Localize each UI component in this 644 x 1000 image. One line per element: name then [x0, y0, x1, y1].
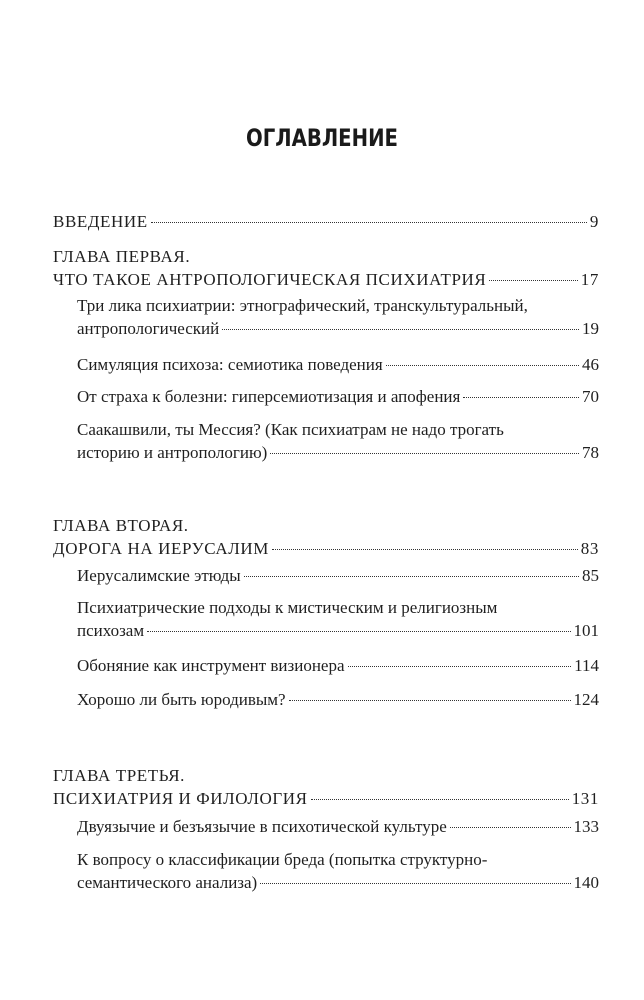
- section-title-line: От страха к болезни: гиперсемиотизация и апофения: [77, 387, 461, 406]
- toc-page-number: 133: [573, 817, 599, 836]
- chapter-title: ДОРОГА НА ИЕРУСАЛИМ: [53, 539, 269, 558]
- toc-section-1-1[interactable]: [53, 294, 599, 340]
- toc-intro: [53, 210, 599, 233]
- toc-page-number: 131: [571, 789, 599, 808]
- dot-leader: [489, 280, 577, 281]
- toc-section-2-2[interactable]: [53, 596, 599, 642]
- dot-leader: [348, 666, 572, 667]
- toc-page-number: 17: [580, 270, 599, 289]
- section-title-line: Иерусалимские этюды: [77, 566, 241, 585]
- toc-chapter-1: [53, 245, 599, 291]
- toc-page-number: 140: [573, 873, 599, 892]
- toc-section-1-3[interactable]: [53, 385, 599, 408]
- dot-leader: [272, 549, 578, 550]
- dot-leader: [260, 883, 570, 884]
- section-title-line: Обоняние как инструмент визионера: [77, 656, 345, 675]
- dot-leader: [244, 576, 579, 577]
- toc-chapter-2: [53, 514, 599, 560]
- section-title-line: Три лика психиатрии: этнографический, транскультуральный,: [77, 296, 528, 315]
- toc-entry-label: ВВЕДЕНИЕ: [53, 212, 148, 231]
- toc-section-3-1[interactable]: [53, 815, 599, 838]
- section-title-line: Двуязычие и безъязычие в психотической культуре: [77, 817, 447, 836]
- dot-leader: [450, 827, 571, 828]
- toc-section-2-3[interactable]: [53, 654, 599, 677]
- toc-page-number: 46: [582, 355, 599, 374]
- toc-page-number: 9: [589, 212, 599, 231]
- section-title-line: Хорошо ли быть юродивым?: [77, 690, 286, 709]
- toc-entry-chapter-3[interactable]: [53, 787, 599, 810]
- toc-section-1-4[interactable]: [53, 418, 599, 464]
- toc-section-2-4[interactable]: [53, 688, 599, 711]
- page-title: ОГЛАВЛЕНИЕ: [245, 124, 399, 152]
- dot-leader: [289, 700, 571, 701]
- dot-leader: [311, 799, 569, 800]
- dot-leader: [270, 453, 579, 454]
- section-title-line: семантического анализа): [77, 873, 258, 892]
- section-title-line: Саакашвили, ты Мессия? (Как психиатрам не надо трогать: [77, 420, 504, 439]
- dot-leader: [222, 329, 579, 330]
- toc-chapter-3: [53, 764, 599, 810]
- section-title-line: Психиатрические подходы к мистическим и религиозным: [77, 598, 498, 617]
- chapter-heading: ГЛАВА ПЕРВАЯ.: [53, 247, 191, 266]
- toc-section-1-2[interactable]: [53, 353, 599, 376]
- dot-leader: [463, 397, 579, 398]
- section-title-line: антропологический: [77, 319, 220, 338]
- chapter-heading: ГЛАВА ТРЕТЬЯ.: [53, 766, 186, 785]
- toc-section-2-1[interactable]: [53, 564, 599, 587]
- dot-leader: [386, 365, 579, 366]
- toc-page-number: 83: [580, 539, 599, 558]
- toc-page-number: 114: [574, 656, 599, 675]
- toc-entry-intro[interactable]: [53, 210, 599, 233]
- section-title-line: Симуляция психоза: семиотика поведения: [77, 355, 383, 374]
- toc-page-number: 70: [582, 387, 599, 406]
- dot-leader: [151, 222, 587, 223]
- toc-entry-chapter-1[interactable]: [53, 268, 599, 291]
- section-title-line: К вопросу о классификации бреда (попытка структурно-: [77, 850, 488, 869]
- toc-page-number: 85: [582, 566, 599, 585]
- toc-entry-chapter-2[interactable]: [53, 537, 599, 560]
- chapter-title: ЧТО ТАКОЕ АНТРОПОЛОГИЧЕСКАЯ ПСИХИАТРИЯ: [53, 270, 487, 289]
- toc-page-number: 124: [573, 690, 599, 709]
- toc-section-3-2[interactable]: [53, 848, 599, 894]
- chapter-heading: ГЛАВА ВТОРАЯ.: [53, 516, 189, 535]
- toc-page-number: 101: [573, 621, 599, 640]
- toc-page-number: 78: [582, 443, 599, 462]
- section-title-line: историю и антропологию): [77, 443, 268, 462]
- chapter-title: ПСИХИАТРИЯ И ФИЛОЛОГИЯ: [53, 789, 308, 808]
- section-title-line: психозам: [77, 621, 145, 640]
- dot-leader: [147, 631, 570, 632]
- toc-page-number: 19: [582, 319, 599, 338]
